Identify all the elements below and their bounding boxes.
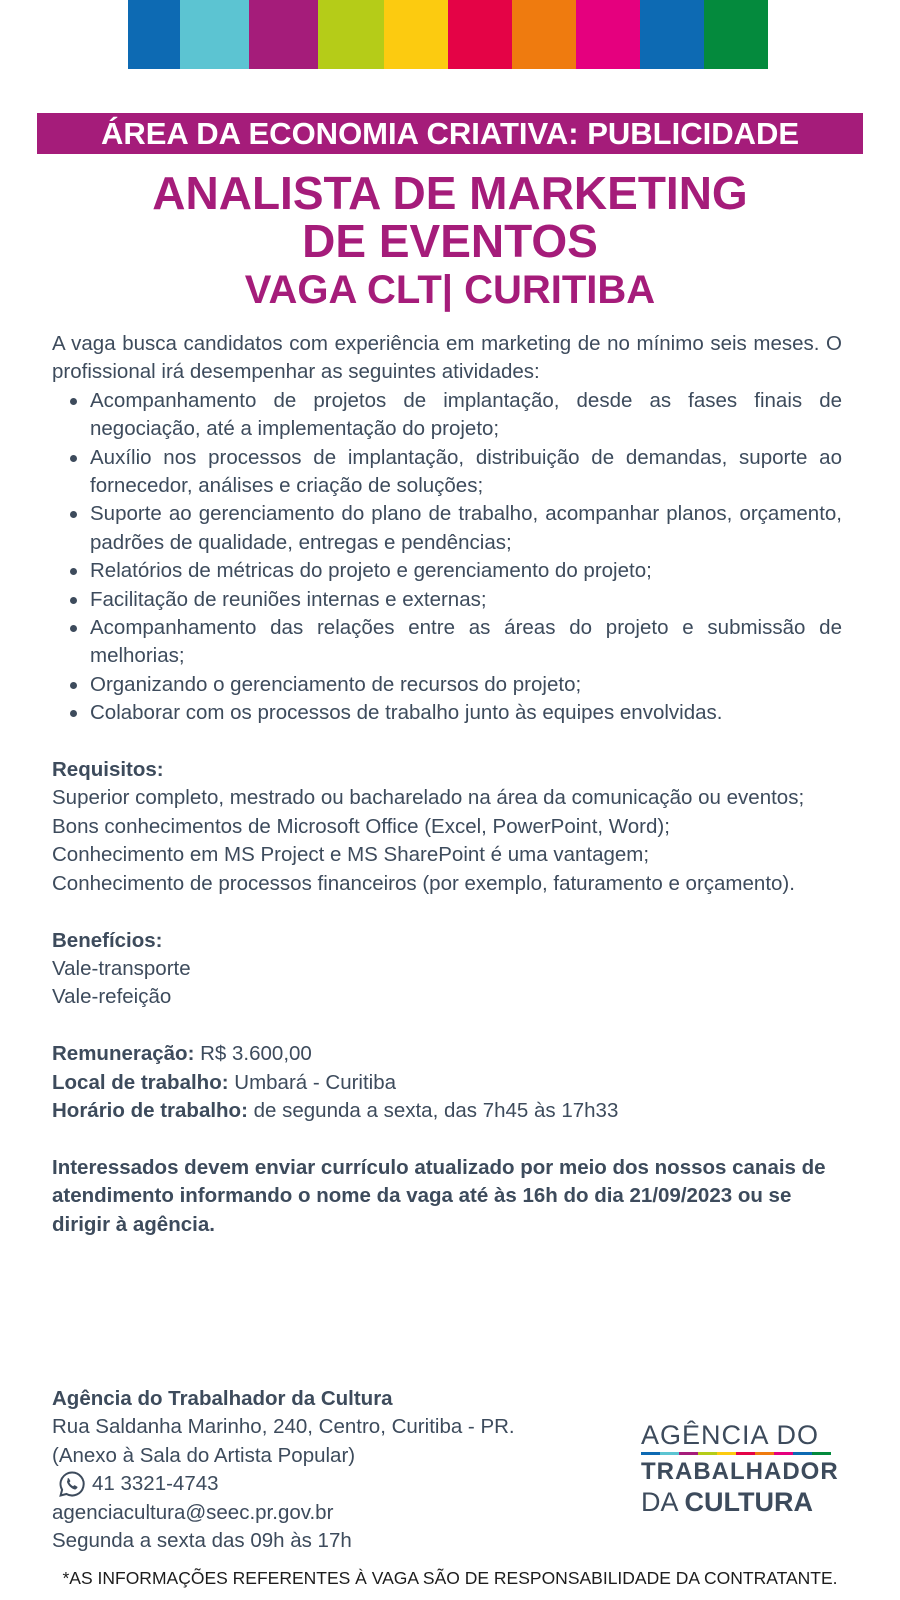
color-stripe bbox=[128, 0, 180, 69]
logo-color-stripe bbox=[679, 1452, 698, 1455]
disclaimer: *AS INFORMAÇÕES REFERENTES À VAGA SÃO DE RESPONSABILIDADE DA CONTRATANTE. bbox=[62, 1568, 838, 1588]
duty-item: Auxílio nos processos de implantação, distribuição de demandas, suporte ao fornecedor, análises e criação de soluções; bbox=[52, 444, 842, 501]
place-line bbox=[52, 1069, 842, 1097]
agency-phone[interactable]: 41 3321-4743 bbox=[92, 1472, 219, 1496]
call-to-action: Interessados devem enviar currículo atualizado por meio dos nossos canais de atendimento informando o nome da vaga até às 16h do dia 21/09/2023 ou se dirigir à agência. bbox=[52, 1155, 826, 1236]
requirement-item: Superior completo, mestrado ou bacharelado na área da comunicação ou eventos; bbox=[52, 786, 805, 810]
agency-address: Rua Saldanha Marinho, 240, Centro, Curitiba - PR. bbox=[52, 1415, 515, 1439]
logo-color-stripe bbox=[641, 1452, 660, 1455]
agency-hours: Segunda a sexta das 09h às 17h bbox=[52, 1529, 352, 1553]
duty-item: Facilitação de reuniões internas e externas; bbox=[52, 586, 842, 614]
agency-name: Agência do Trabalhador da Cultura bbox=[52, 1387, 393, 1410]
logo-line-3 bbox=[641, 1487, 831, 1517]
pay-label: Remuneração: bbox=[52, 1042, 195, 1066]
agency-logo bbox=[641, 1420, 839, 1517]
color-stripe bbox=[512, 0, 576, 69]
duty-item: Suporte ao gerenciamento do plano de trabalho, acompanhar planos, orçamento, padrões de qualidade, entregas e pendências; bbox=[52, 500, 842, 557]
job-description bbox=[52, 330, 842, 1239]
requirements-heading: Requisitos: bbox=[52, 758, 164, 782]
logo-line-3-bold: CULTURA bbox=[684, 1487, 814, 1517]
logo-color-stripe bbox=[698, 1452, 717, 1455]
logo-line-2: TRABALHADOR bbox=[641, 1458, 839, 1485]
hours-value: de segunda a sexta, das 7h45 às 17h33 bbox=[253, 1098, 619, 1122]
logo-color-stripe bbox=[755, 1452, 774, 1455]
color-stripe bbox=[318, 0, 384, 69]
logo-color-stripe bbox=[736, 1452, 755, 1455]
agency-annex: (Anexo à Sala do Artista Popular) bbox=[52, 1443, 356, 1467]
logo-color-stripe bbox=[660, 1452, 679, 1455]
place-value: Umbará - Curitiba bbox=[234, 1070, 397, 1094]
duty-item: Acompanhamento das relações entre as áreas do projeto e submissão de melhorias; bbox=[52, 614, 842, 671]
logo-color-stripe bbox=[774, 1452, 793, 1455]
logo-line-3-prefix: DA bbox=[641, 1487, 678, 1517]
requirement-item: Conhecimento de processos financeiros (por exemplo, faturamento e orçamento). bbox=[52, 871, 795, 895]
place-label: Local de trabalho: bbox=[52, 1070, 229, 1094]
requirement-item: Bons conhecimentos de Microsoft Office (Excel, PowerPoint, Word); bbox=[52, 814, 670, 838]
hours-line bbox=[52, 1097, 842, 1125]
color-stripe bbox=[384, 0, 448, 69]
requirement-item: Conhecimento em MS Project e MS SharePoint é uma vantagem; bbox=[52, 843, 650, 867]
intro-paragraph: A vaga busca candidatos com experiência em marketing de no mínimo seis meses. O profissional irá desempenhar as seguintes atividades: bbox=[52, 332, 842, 384]
duty-item: Organizando o gerenciamento de recursos do projeto; bbox=[52, 671, 842, 699]
pay-value: R$ 3.600,00 bbox=[200, 1042, 312, 1066]
logo-color-stripe bbox=[812, 1452, 831, 1455]
duty-item: Colaborar com os processos de trabalho junto às equipes envolvidas. bbox=[52, 699, 842, 727]
color-stripe bbox=[576, 0, 640, 69]
area-banner: ÁREA DA ECONOMIA CRIATIVA: PUBLICIDADE bbox=[37, 113, 863, 154]
agency-email[interactable]: agenciacultura@seec.pr.gov.br bbox=[52, 1500, 334, 1524]
color-stripe bbox=[249, 0, 318, 69]
logo-color-stripe bbox=[793, 1452, 812, 1455]
color-stripe bbox=[640, 0, 704, 69]
benefits-heading: Benefícios: bbox=[52, 928, 163, 952]
job-title-line-1: ANALISTA DE MARKETING bbox=[152, 167, 748, 219]
whatsapp-icon bbox=[58, 1470, 86, 1498]
duties-list bbox=[52, 387, 842, 728]
logo-color-stripe bbox=[717, 1452, 736, 1455]
logo-line-1: AGÊNCIA DO bbox=[641, 1420, 820, 1450]
logo-color-bar bbox=[641, 1452, 831, 1455]
job-subtitle: VAGA CLT| CURITIBA bbox=[244, 268, 656, 312]
color-stripe bbox=[704, 0, 768, 69]
color-stripe bbox=[448, 0, 512, 69]
duty-item: Relatórios de métricas do projeto e gerenciamento do projeto; bbox=[52, 557, 842, 585]
color-stripe bbox=[180, 0, 249, 69]
pay-line bbox=[52, 1040, 842, 1068]
phone-row bbox=[52, 1470, 632, 1498]
benefit-item: Vale-refeição bbox=[52, 985, 172, 1009]
contact-block bbox=[52, 1385, 632, 1555]
job-title-line-2: DE EVENTOS bbox=[302, 215, 598, 267]
duty-item: Acompanhamento de projetos de implantação, desde as fases finais de negociação, até a implementação do projeto; bbox=[52, 387, 842, 444]
hours-label: Horário de trabalho: bbox=[52, 1098, 248, 1122]
color-stripe-banner bbox=[128, 0, 768, 69]
benefit-item: Vale-transporte bbox=[52, 956, 191, 980]
job-title bbox=[40, 169, 860, 265]
